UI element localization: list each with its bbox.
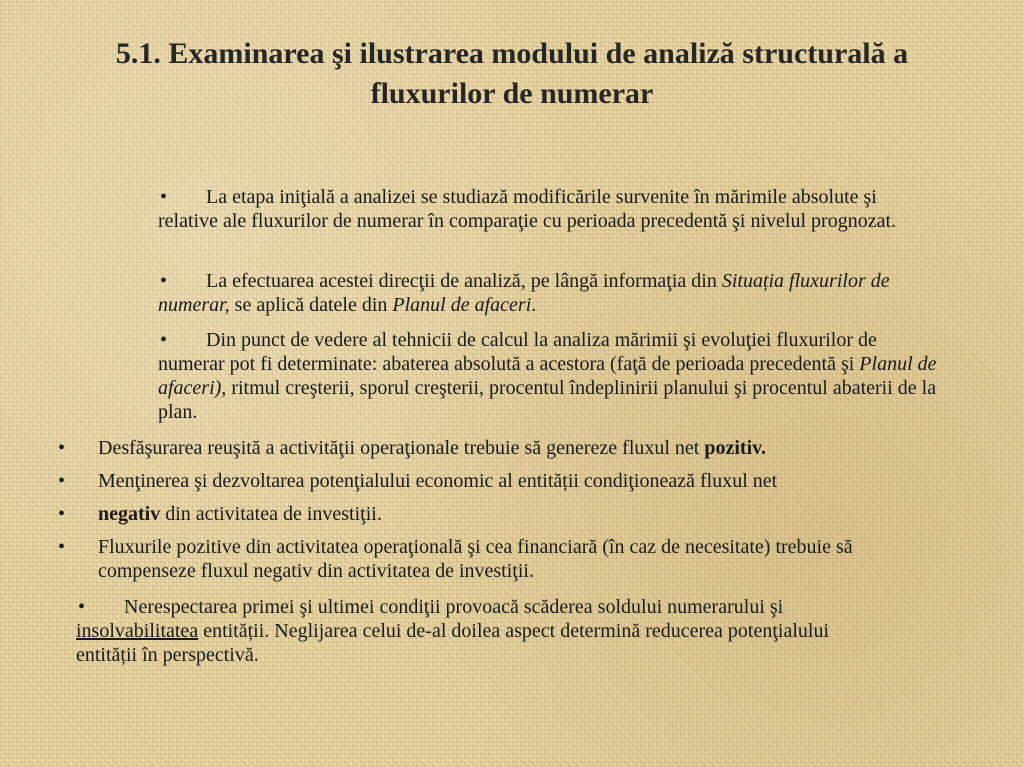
slide-title-line-1: 5.1. Examinarea şi ilustrarea modului de analiză structurală a — [115, 37, 909, 70]
bullet-icon: • — [58, 536, 66, 558]
closing-paragraph-text-b: entității. Neglijarea celui de-al doilea aspect determină reducerea potenţialului entității în perspectivă. — [76, 620, 829, 666]
outer-item-3-bold: negativ — [98, 503, 161, 525]
bullet-icon: • — [58, 437, 66, 459]
inner-paragraph-2-text-a: La efectuarea acestei direcţii de analiză, pe lângă informaţia din — [206, 270, 722, 292]
outer-list-item-2 — [58, 469, 958, 493]
outer-item-1-bold: pozitiv. — [704, 437, 767, 459]
closing-paragraph-underlined: insolvabilitatea — [76, 620, 199, 642]
outer-list-item-4 — [58, 535, 958, 583]
outer-list-item-1 — [58, 436, 958, 460]
outer-item-4-text: Fluxurile pozitive din activitatea operaţională şi cea financiară (în caz de necesitate) trebuie să compenseze fluxul negativ din activitatea de investiţii. — [98, 536, 853, 582]
inner-paragraph-2-italic-1: Situația fluxurilor de numerar, — [158, 270, 890, 316]
bullet-icon: • — [160, 270, 168, 292]
inner-paragraph-3 — [158, 328, 938, 424]
inner-paragraph-3-text-a: Din punct de vedere al tehnicii de calcul la analiza mărimii şi evoluţiei fluxurilor de numerar pot fi determinate: abaterea absolută a acestora (faţă de perioada precedentă şi — [158, 329, 877, 375]
bullet-icon: • — [78, 596, 86, 618]
bullet-icon: • — [160, 329, 168, 351]
bullet-icon: • — [58, 503, 66, 525]
closing-paragraph-text-a: Nerespectarea primei şi ultimei condiţii provoacă scăderea soldului numerarului şi — [124, 596, 784, 618]
outer-item-3-text: din activitatea de investiţii. — [160, 503, 382, 525]
inner-paragraph-2-text-c: . — [531, 294, 537, 316]
bullet-icon: • — [58, 470, 66, 492]
inner-paragraph-1-text: La etapa iniţială a analizei se studiază modificările survenite în mărimile absolute şi relative ale fluxurilor de numerar în comparaţie cu perioada precedentă şi nivelul prognozat. — [158, 186, 897, 232]
inner-paragraph-1 — [158, 185, 938, 233]
slide-title — [40, 34, 984, 114]
outer-item-2-text: Menţinerea şi dezvoltarea potenţialului economic al entității condiţionează fluxul net — [98, 470, 778, 492]
outer-item-1-text: Desfăşurarea reuşită a activităţii operaţionale trebuie să genereze fluxul net — [98, 437, 705, 459]
outer-list-item-3 — [58, 502, 958, 526]
inner-paragraph-2-italic-2: Planul de afaceri — [392, 294, 532, 316]
closing-paragraph — [76, 595, 876, 667]
slide-title-line-2: fluxurilor de numerar — [370, 77, 654, 110]
bullet-icon: • — [160, 186, 168, 208]
inner-paragraph-3-italic: Planul de afaceri), — [158, 353, 937, 399]
inner-paragraph-2-text-b: se aplică datele din — [229, 294, 393, 316]
inner-paragraph-3-text-b: ritmul creşterii, sporul creşterii, procentul îndeplinirii planului şi procentul abaterii de la plan. — [158, 377, 937, 423]
inner-paragraph-2 — [158, 269, 938, 317]
